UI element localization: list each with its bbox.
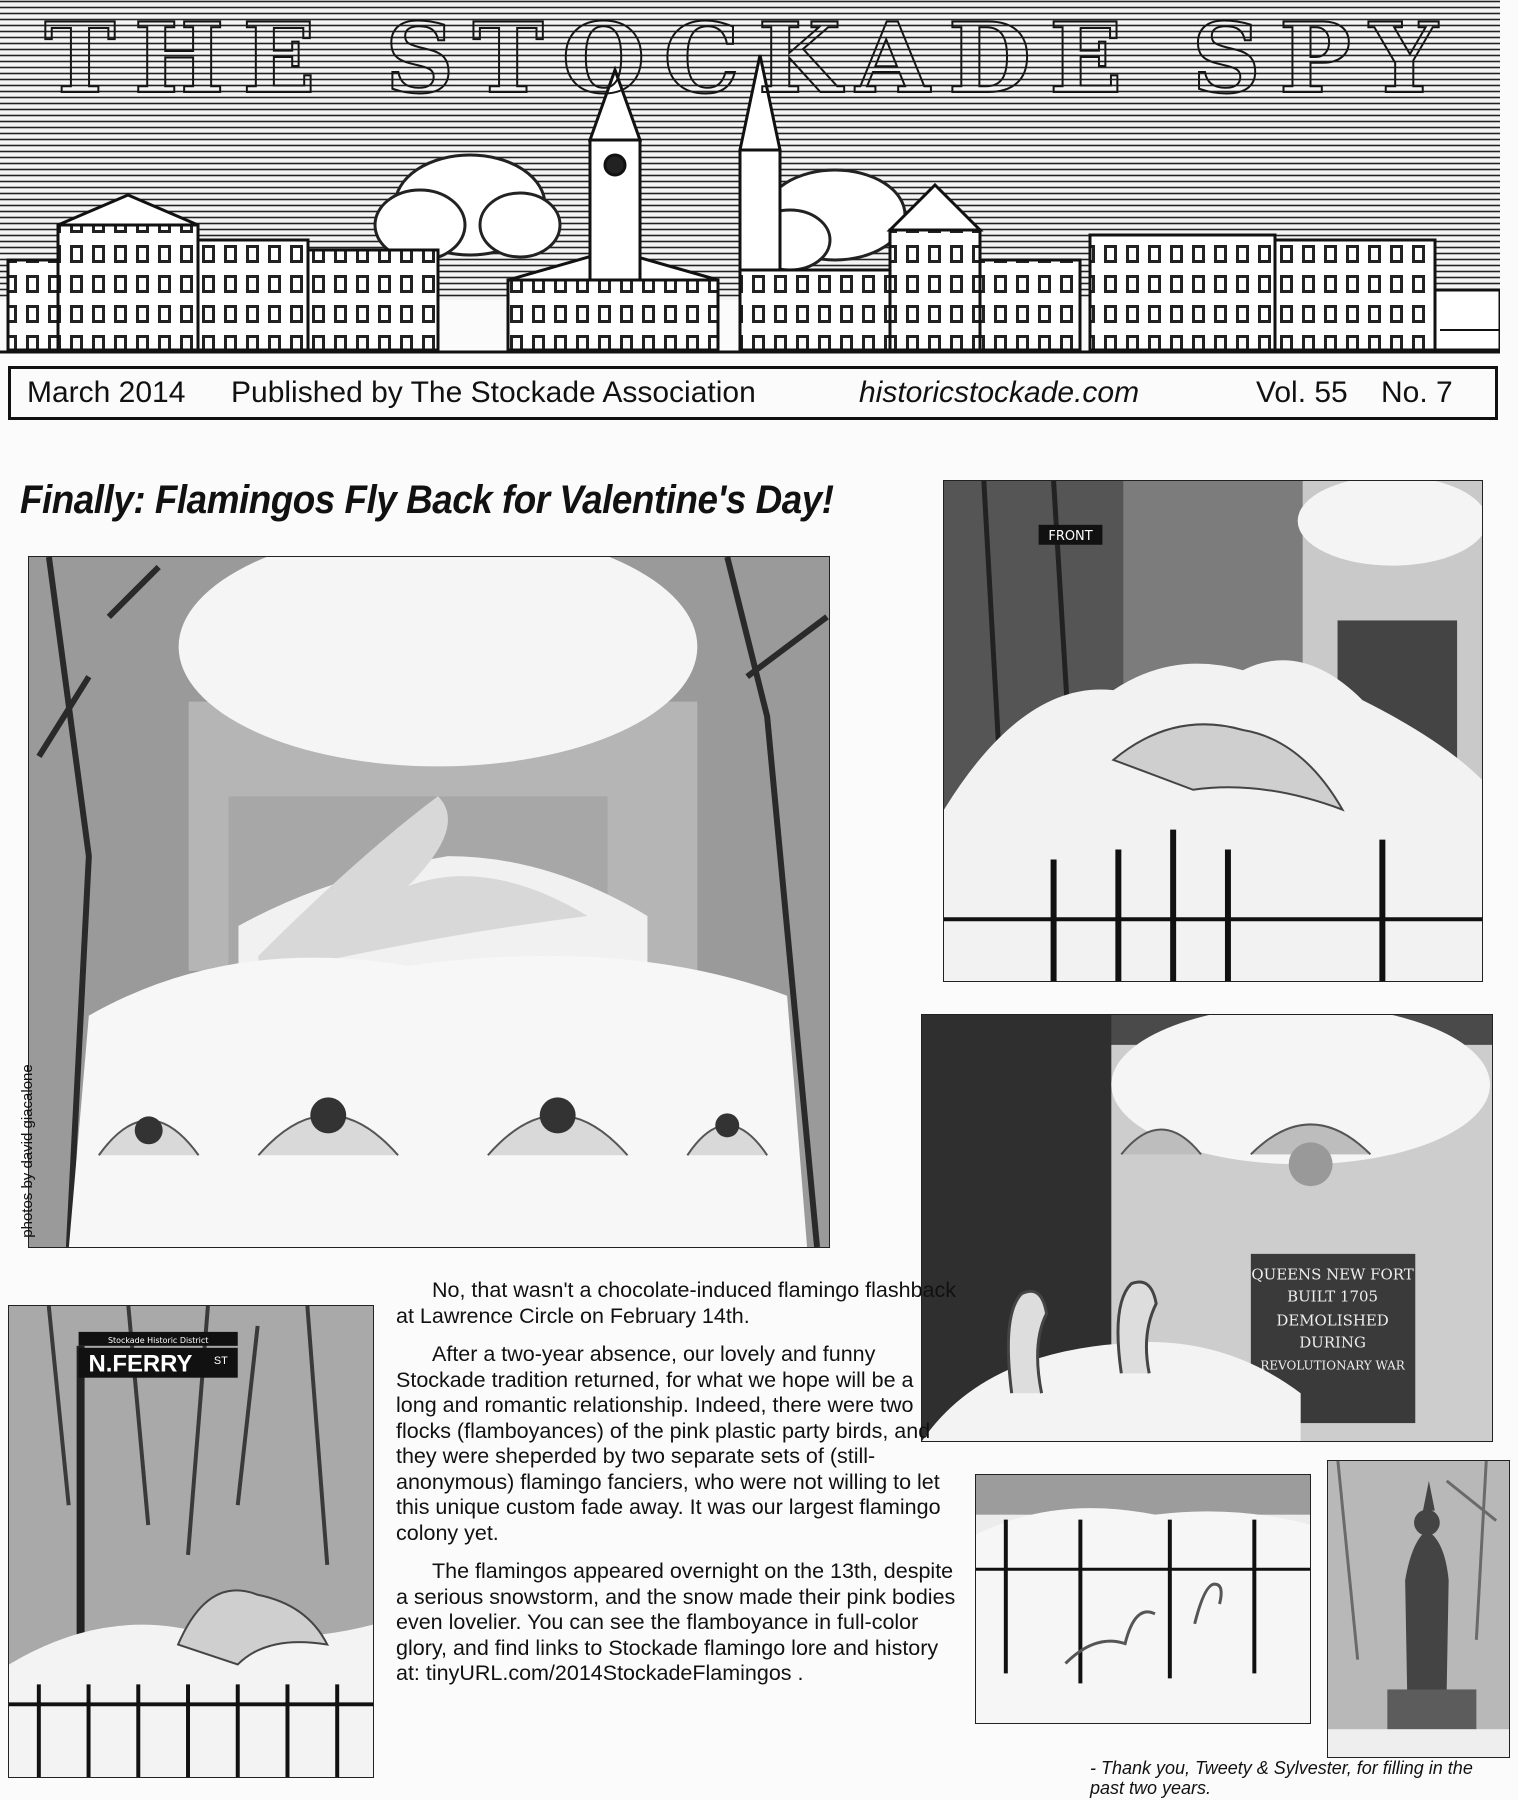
sign-historic-district: Stockade Historic District [107,1335,209,1345]
masthead-title: THE STOCKADE SPY [44,2,1456,115]
photo-front-street-flamingo [943,480,1483,982]
photo-fountain-flamingos [28,556,830,1248]
masthead [0,0,1500,360]
article-paragraph-1: No, that wasn't a chocolate-induced flamingo flashback at Lawrence Circle on February 14th. [396,1278,956,1328]
photo-fence-flamingos [975,1474,1311,1724]
plaque-line-5: REVOLUTIONARY WAR [1260,1358,1405,1373]
sign-front: FRONT [1048,528,1093,544]
plaque-line-3: DEMOLISHED [1276,1311,1389,1330]
article-paragraph-2: After a two-year absence, our lovely and funny Stockade tradition returned, for what we hope will be a long and romantic relationship. Indeed, there were two flocks (flamboyances) of the pink plastic party birds, and they were sheperded by two separate sets of (still-anonymous) flamingo fanciers, who were not willing to let this unique custom fade away. It was our largest flamingo colony yet. [396,1342,941,1545]
issue-date: March 2014 [27,376,186,409]
volume: Vol. 55 [1256,376,1348,409]
photo-n-ferry-street [8,1305,374,1778]
photo-caption-thanks: - Thank you, Tweety & Sylvester, for filling in the past two years. [1090,1758,1473,1798]
publisher: Published by The Stockade Association [231,376,756,409]
photo-credit: photos by david giacalone [19,1064,36,1238]
plaque-line-4: DURING [1299,1333,1366,1352]
article-body [396,1278,956,1700]
plaque-line-1: QUEENS NEW FORT [1251,1265,1414,1284]
article-paragraph-3: The flamingos appeared overnight on the 13th, despite a serious snowstorm, and the snow made their pink bodies even lovelier. You can see the flamboyance in full-color glory, and find links to Stockade flamingo lore and history at: tinyURL.com/2014StockadeFlamingos . [396,1559,956,1685]
headline: Finally: Flamingos Fly Back for Valentine's Day! [20,478,834,522]
issue-number: No. 7 [1381,376,1453,409]
website-link[interactable]: historicstockade.com [859,376,1140,409]
photo-queens-fort-plaque [921,1014,1493,1442]
sign-st: ST [213,1354,228,1367]
plaque-line-2: BUILT 1705 [1287,1287,1378,1306]
photo-statue [1327,1460,1510,1758]
sign-n-ferry: N.FERRY [88,1350,193,1378]
issue-info-bar [8,366,1498,420]
